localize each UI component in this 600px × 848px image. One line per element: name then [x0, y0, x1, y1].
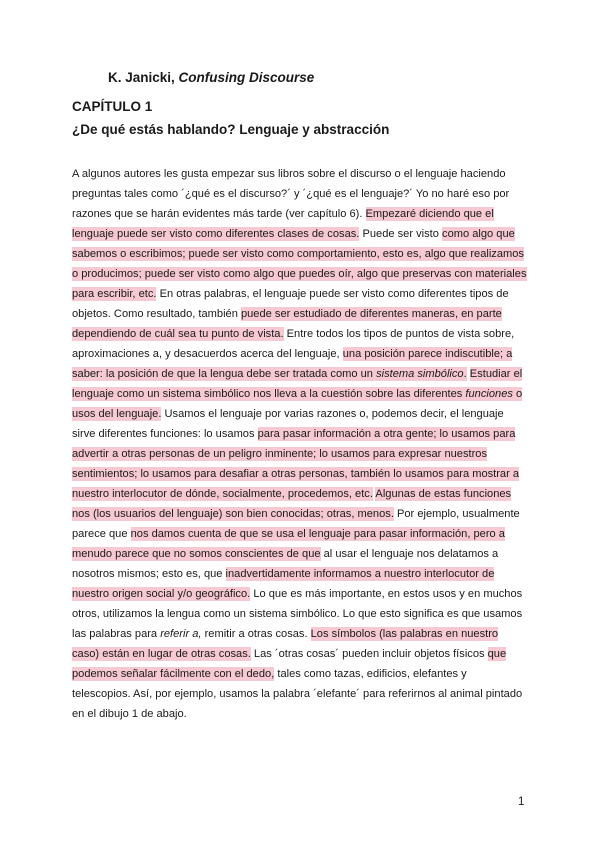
highlighted-text: sentimientos; lo usamos para desafiar a otras personas, también lo usamos para mostrar a — [72, 468, 520, 480]
highlighted-text: o producimos; puede ser visto como algo que puedes oír, algo que preservas con materiales — [72, 268, 527, 280]
text-segment: las palabras para — [72, 628, 161, 640]
highlighted-text: podemos señalar fácilmente con el dedo, — [72, 668, 275, 680]
text-line — [72, 564, 532, 584]
highlighted-text: lenguaje como un sistema simbólico nos lleva a la cuestión sobre las diferentes — [72, 388, 466, 400]
chapter-label: CAPÍTULO 1 — [72, 99, 153, 114]
highlighted-text: que — [487, 648, 507, 660]
text-line — [72, 524, 532, 544]
text-segment: Entre todos los tipos de puntos de vista sobre, — [283, 328, 515, 340]
highlighted-text: Empezaré diciendo que el — [365, 208, 494, 220]
highlighted-text: lenguaje puede ser visto como diferentes clases de cosas. — [72, 228, 360, 240]
text-line — [72, 504, 532, 524]
highlighted-text: o — [512, 388, 523, 400]
highlighted-text: dependiendo de cuál sea tu punto de vista. — [72, 328, 284, 340]
text-segment: en el dibujo 1 de abajo. — [72, 708, 187, 720]
text-line — [72, 624, 532, 644]
text-segment: Por ejemplo, usualmente — [393, 508, 520, 520]
highlighted-text: caso) están en lugar de otras cosas. — [72, 648, 251, 660]
text-segment: referir a, — [160, 628, 202, 640]
text-segment: al usar el lenguaje nos delatamos a — [320, 548, 499, 560]
body-paragraph — [72, 164, 532, 724]
highlighted-text: usos del lenguaje. — [72, 408, 162, 420]
running-header — [108, 70, 314, 85]
highlighted-text: como algo que — [442, 228, 515, 240]
highlighted-text: puede ser estudiado de diferentes maneras, en parte — [240, 308, 502, 320]
text-segment: remitir a otras cosas. — [201, 628, 311, 640]
text-segment: nosotros mismos; esto es, que — [72, 568, 226, 580]
text-line — [72, 344, 532, 364]
text-line — [72, 684, 532, 704]
text-line — [72, 464, 532, 484]
highlighted-text: nos damos cuenta de que se usa el lenguaje para pasar información, pero a — [130, 528, 505, 540]
highlighted-text: Estudiar el — [469, 368, 523, 380]
text-segment: Puede ser visto — [359, 228, 443, 240]
text-segment: objetos. Como resultado, también — [72, 308, 241, 320]
text-line — [72, 384, 532, 404]
text-segment: razones que se harán evidentes más tarde (ver capítulo 6). — [72, 208, 366, 220]
highlighted-text: Algunas de estas funciones — [375, 488, 512, 500]
text-line — [72, 324, 532, 344]
text-line — [72, 444, 532, 464]
highlighted-text: nuestro interlocutor de dónde, socialmente, procedemos, etc. — [72, 488, 373, 500]
text-line — [72, 664, 532, 684]
text-segment: En otras palabras, el lenguaje puede ser visto como diferentes tipos de — [156, 288, 509, 300]
header-author: K. Janicki, — [108, 70, 179, 85]
text-segment: parece que — [72, 528, 131, 540]
highlighted-text: . — [463, 368, 467, 380]
text-segment: aproximaciones a, y desacuerdos acerca del lenguaje, — [72, 348, 343, 360]
header-book-title: Confusing Discourse — [178, 70, 315, 85]
text-line — [72, 164, 532, 184]
text-line — [72, 584, 532, 604]
text-segment: preguntas tales como ´¿qué es el discurso?´ y ´¿qué es el lenguaje?´ Yo no haré eso por — [72, 188, 510, 200]
highlighted-text: saber: la posición de que la lengua debe ser tratada como un — [72, 368, 377, 380]
text-segment: Usamos el lenguaje por varias razones o, podemos decir, el lenguaje — [161, 408, 504, 420]
text-segment: A algunos autores les gusta empezar sus libros sobre el discurso o el lenguaje haciendo — [72, 168, 506, 180]
chapter-title: ¿De qué estás hablando? Lenguaje y abstracción — [72, 122, 390, 137]
highlighted-text: inadvertidamente informamos a nuestro interlocutor de — [225, 568, 495, 580]
highlighted-text: nuestro origen social y/o geográfico. — [72, 588, 251, 600]
text-line — [72, 204, 532, 224]
highlighted-text: menudo parece que no somos conscientes de que — [72, 548, 321, 560]
text-line — [72, 404, 532, 424]
text-line — [72, 244, 532, 264]
text-segment: Lo que es más importante, en estos usos y en muchos — [250, 588, 523, 600]
highlighted-text: sabemos o escribimos; puede ser visto como comportamiento, esto es, algo que realizamos — [72, 248, 524, 260]
text-line — [72, 704, 532, 724]
text-line — [72, 184, 532, 204]
text-line — [72, 284, 532, 304]
text-line — [72, 644, 532, 664]
highlighted-text: funciones — [465, 388, 513, 400]
highlighted-text: para escribir, etc. — [72, 288, 157, 300]
highlighted-text: Los símbolos (las palabras en nuestro — [310, 628, 499, 640]
page-number: 1 — [518, 796, 525, 808]
text-line — [72, 484, 532, 504]
text-line — [72, 544, 532, 564]
text-segment: telescopios. Así, por ejemplo, usamos la palabra ´elefante´ para referirnos al animal pintado — [72, 688, 523, 700]
text-segment: otros, utilizamos la lengua como un sistema simbólico. Lo que esto significa es que usamos — [72, 608, 523, 620]
text-line — [72, 304, 532, 324]
text-segment: tales como tazas, edificios, elefantes y — [274, 668, 467, 680]
text-line — [72, 604, 532, 624]
text-line — [72, 224, 532, 244]
highlighted-text: para pasar información a otra gente; lo usamos para — [257, 428, 516, 440]
text-line — [72, 364, 532, 384]
text-segment: sirve diferentes funciones: lo usamos — [72, 428, 258, 440]
text-line — [72, 424, 532, 444]
text-segment: Las ´otras cosas´ pueden incluir objetos físicos — [250, 648, 488, 660]
text-line — [72, 264, 532, 284]
highlighted-text: sistema simbólico — [376, 368, 464, 380]
highlighted-text: una posición parece indiscutible; a — [342, 348, 513, 360]
highlighted-text: advertir a otras personas de un peligro inminente; lo usamos para expresar nuestros — [72, 448, 488, 460]
highlighted-text: nos (los usuarios del lenguaje) son bien conocidas; otras, menos. — [72, 508, 394, 520]
